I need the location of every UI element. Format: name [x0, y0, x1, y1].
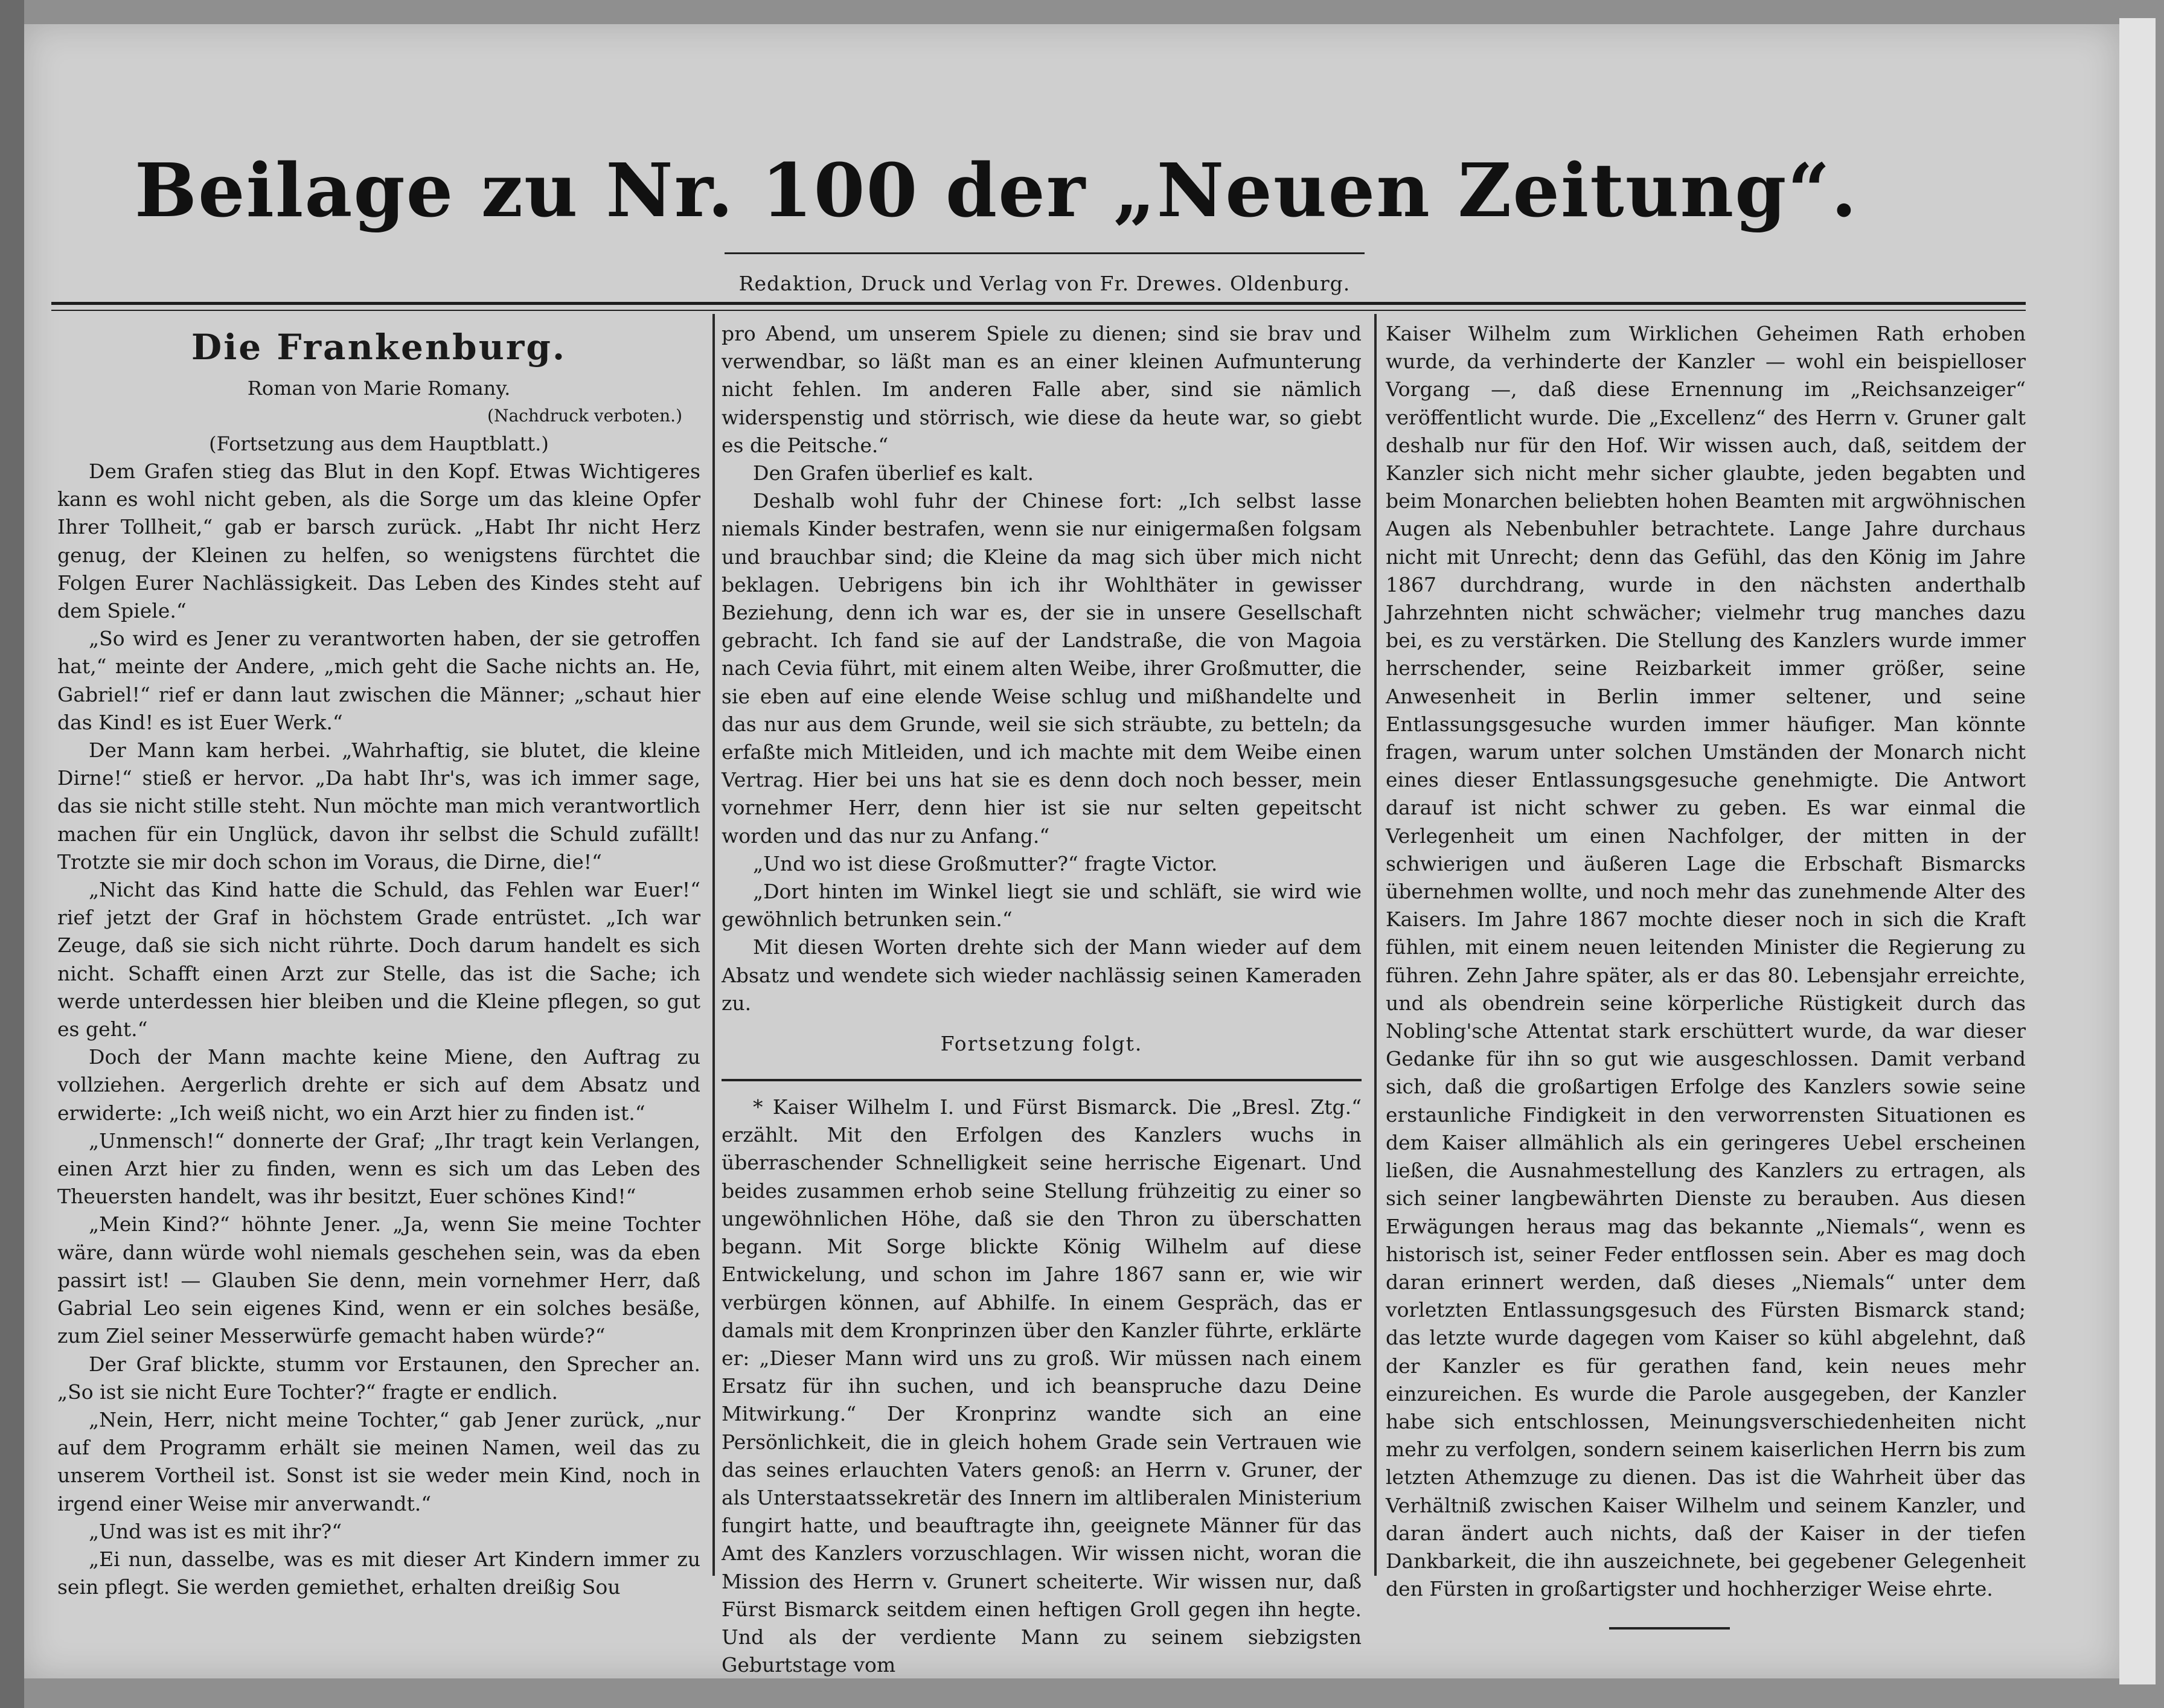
story-paragraph: Doch der Mann machte keine Miene, den Auftrag zu vollziehen. Aergerlich drehte er sich auf dem Absatz und erwiderte: „Ich weiß nicht, wo ein Arzt hier zu finden ist.“	[57, 1045, 700, 1125]
story-paragraph: „So wird es Jener zu verantworten haben, der sie getroffen hat,“ meinte der Andere, „mich geht die Sache nichts an. He, Gabriel!“ rief er dann laut zwischen die Männer; „schaut hier das Kind! es ist Euer Werk.“	[57, 627, 700, 734]
story-paragraph: „Und was ist es mit ihr?“	[89, 1519, 342, 1543]
story-paragraph: „Dort hinten im Winkel liegt sie und schläft, sie wird wie gewöhnlich betrunken sein.“	[722, 880, 1362, 932]
story-paragraph: „Und wo ist diese Großmutter?“ fragte Victor.	[753, 851, 1218, 875]
story-paragraph: Deshalb wohl fuhr der Chinese fort: „Ich selbst lasse niemals Kinder bestrafen, wenn sie nur einigermaßen folgsam und brauchbar sind; die Kleine da mag sich über mich nicht beklagen. Uebrigens bin ich ihr Wohlthäter in gewisser Beziehung, denn ich war es, der sie in unsere Gesellschaft gebracht. Ich fand sie auf der Landstraße, die von Magoia nach Cevia führt, mit einem alten Weibe, ihrer Großmutter, die sie eben auf eine elende Weise schlug und mißhandelte und das nur aus dem Grunde, weil sie sich sträubte, zu betteln; da erfaßte mich Mitleiden, und ich machte mit dem Weibe einen Vertrag. Hier bei uns hat sie es denn doch noch besser, mein vornehmer Herr, denn hier ist sie nur selten gepeitscht worden und das nur zu Anfang.“	[722, 489, 1362, 848]
column-3	[1386, 320, 2026, 1630]
story-paragraph: Den Grafen überlief es kalt.	[753, 461, 1034, 485]
to-be-continued: Fortsetzung folgt.	[940, 1032, 1143, 1056]
story-paragraph: „Mein Kind?“ höhnte Jener. „Ja, wenn Sie meine Tochter wäre, dann würde wohl niemals geschehen sein, was da eben passirt ist! — Glauben Sie denn, mein vornehmer Herr, daß Gabrial Leo sein eigenes Kind, wenn er ein solches besäße, zum Ziel seiner Messerwürfe gemacht haben würde?“	[57, 1212, 700, 1348]
masthead-title: Beilage zu Nr. 100 der „Neuen Zeitung“.	[134, 147, 1858, 234]
column-divider-1	[712, 314, 715, 1576]
section-rule	[722, 1079, 1362, 1081]
story-paragraph: Mit diesen Worten drehte sich der Mann wieder auf dem Absatz und wendete sich wieder nachlässig seinen Kameraden zu.	[722, 935, 1362, 1015]
imprint-rule	[725, 252, 1365, 254]
column-2	[722, 320, 1362, 1679]
story-paragraph: Dem Grafen stieg das Blut in den Kopf. Etwas Wichtigeres kann es wohl nicht geben, als die Sorge um das kleine Opfer Ihrer Tollheit,“ gab er barsch zurück. „Habt Ihr nicht Herz genug, der Kleinen zu helfen, so wenigstens fürchtet die Folgen Eurer Nachlässigkeit. Das Leben des Kindes steht auf dem Spiele.“	[57, 459, 700, 623]
article-paragraph: * Kaiser Wilhelm I. und Fürst Bismarck. Die „Bresl. Ztg.“ erzählt. Mit den Erfolgen des Kanzlers wuchs in überraschender Schnelligkeit seine herrische Eigenart. Und beides zusammen erhob seine Stellung frühzeitig zu einer so ungewöhnlichen Höhe, daß sie den Thron zu überschatten begann. Mit Sorge blickte König Wilhelm auf diese Entwickelung, und schon im Jahre 1867 sann er, wie wir verbürgen können, auf Abhilfe. In einem Gespräch, das er damals mit dem Kronprinzen über den Kanzler führte, erklärte er: „Dieser Mann wird uns zu groß. Wir müssen nach einem Ersatz für ihn suchen, und ich beanspruche dazu Deine Mitwirkung.“ Der Kronprinz wandte sich an eine Persönlichkeit, die in gleich hohem Grade sein Vertrauen wie das seines erlauchten Vaters genoß: an Herrn v. Gruner, der als Unterstaatssekretär des Innern im altliberalen Ministerium fungirt hatte, und beauftragte ihn, geeignete Männer für das Amt des Kanzlers vorzuschlagen. Wir wissen nicht, woran die Mission des Herrn v. Grunert scheiterte. Wir wissen nur, daß Fürst Bismarck seitdem einen heftigen Groll gegen ihn hegte. Und als der verdiente Mann zu seinem siebzigsten Geburtstage vom	[722, 1095, 1362, 1677]
article-paragraph: Kaiser Wilhelm zum Wirklichen Geheimen Rath erhoben wurde, da verhinderte der Kanzler — wohl ein beispielloser Vorgang —, daß diese Ernennung im „Reichsanzeiger“ veröffentlicht wurde. Die „Excellenz“ des Herrn v. Gruner galt deshalb nur für den Hof. Wir wissen auch, daß, seitdem der Kanzler sich nicht mehr sicher glaubte, jeden begabten und beim Monarchen beliebten hohen Beamten mit argwöhnischen Augen als Nebenbuhler betrachtete. Lange Jahre durchaus nicht mit Unrecht; denn das Gefühl, das den König im Jahre 1867 durchdrang, wurde in den nächsten anderthalb Jahrzehnten nicht schwächer; vielmehr trug manches dazu bei, es zu verstärken. Die Stellung des Kanzlers wurde immer herrschender, seine Reizbarkeit immer größer, seine Anwesenheit in Berlin immer seltener, und seine Entlassungsgesuche wurden immer häufiger. Man könnte fragen, warum unter solchen Umständen der Monarch nicht eines dieser Entlassungsgesuche genehmigte. Die Antwort darauf ist nicht schwer zu geben. Es war einmal die Verlegenheit um einen Nachfolger, der mitten in der schwierigen und äußeren Lage die Erbschaft Bismarcks übernehmen wollte, und noch mehr das zunehmende Alter des Kaisers. Im Jahre 1867 mochte dieser noch in sich die Kraft fühlen, mit einem neuen leitenden Minister die Regierung zu führen. Zehn Jahre später, als er das 80. Lebensjahr erreichte, und als obendrein seine körperliche Rüstigkeit durch das Nobling'sche Attentat stark erschüttert wurde, da war dieser Gedanke für ihn so gut wie ausgeschlossen. Damit verband sich, daß die großartigen Erfolge des Kanzlers sowie seine erstaunliche Findigkeit in den verworrensten Situationen es dem Kaiser allmählich als ein geringeres Uebel erscheinen ließen, die Ausnahmestellung des Kanzlers zu ertragen, als sich seiner langbewährten Dienste zu berauben. Aus diesen Erwägungen heraus mag das bekannte „Niemals“, wenn es historisch ist, seiner Feder entflossen sein. Aber es mag doch daran erinnert werden, daß dieses „Niemals“ unter dem vorletzten Entlassungsgesuch des Fürsten Bismarck stand; das letzte wurde dagegen vom Kaiser so kühl abgelehnt, daß der Kanzler es für gerathen fand, kein neues mehr einzureichen. Es wurde die Parole ausgegeben, der Kanzler habe sich entschlossen, Meinungsverschiedenheiten nicht mehr zu verfolgen, sondern seinem kaiserlichen Herrn bis zum letzten Athemzuge zu dienen. Das ist die Wahrheit über das Verhältniß zwischen Kaiser Wilhelm und seinem Kanzler, und daran ändert auch nichts, daß der Kaiser in der tiefen Dankbarkeit, die ihn auszeichnete, bei gegebener Gelegenheit den Fürsten in großartigster und hochherziger Weise ehrte.	[1386, 322, 2026, 1601]
column-divider-2	[1374, 314, 1377, 1576]
story-subtitle: Roman von Marie Romany.	[247, 377, 511, 400]
scan-right-edge	[2119, 18, 2156, 1684]
column-1	[57, 320, 700, 1601]
story-title: Die Frankenburg.	[191, 327, 567, 368]
story-paragraph: Der Graf blickte, stumm vor Erstaunen, den Sprecher an. „So ist sie nicht Eure Tochter?“ fragte er endlich.	[57, 1352, 700, 1404]
end-rule	[1609, 1627, 1730, 1630]
scan-left-edge	[0, 0, 24, 1708]
story-paragraph: pro Abend, um unserem Spiele zu dienen; sind sie brav und verwendbar, so läßt man es an einer kleinen Aufmunterung nicht fehlen. Im anderen Falle aber, sind sie nämlich widerspenstig und störrisch, wie diese da heute war, so giebt es die Peitsche.“	[722, 322, 1362, 457]
story-paragraph: „Ei nun, dasselbe, was es mit dieser Art Kindern immer zu sein pflegt. Sie werden gemiethet, erhalten dreißig Sou	[57, 1547, 700, 1599]
header-rule-thin	[51, 310, 2026, 311]
imprint-line: Redaktion, Druck und Verlag von Fr. Drewes. Oldenburg.	[738, 272, 1351, 295]
story-paragraph: „Unmensch!“ donnerte der Graf; „Ihr tragt kein Verlangen, einen Arzt hier zu finden, wenn es sich um das Leben des Theuersten handelt, was ihr besitzt, Euer schönes Kind!“	[57, 1128, 700, 1209]
story-paragraph: „Nein, Herr, nicht meine Tochter,“ gab Jener zurück, „nur auf dem Programm erhält sie meinen Namen, weil das zu unserem Vortheil ist. Sonst ist sie weder mein Kind, noch in irgend einer Weise mir anverwandt.“	[57, 1407, 700, 1515]
story-paragraph: Der Mann kam herbei. „Wahrhaftig, sie blutet, die kleine Dirne!“ stieß er hervor. „Da habt Ihr's, was ich immer sage, das sie nicht stille steht. Nun möchte man mich verantwortlich machen für ein Unglück, davon ihr selbst die Schuld zufällt! Trotzte sie mir doch schon im Voraus, die Dirne, die!“	[57, 738, 700, 874]
story-paragraph: „Nicht das Kind hatte die Schuld, das Fehlen war Euer!“ rief jetzt der Graf in höchstem Grade entrüstet. „Ich war Zeuge, daß sie sich nicht rührte. Doch darum handelt es sich nicht. Schafft einen Arzt zur Stelle, das ist die Sache; ich werde unterdessen hier bleiben und die Kleine pflegen, so gut es geht.“	[57, 878, 700, 1041]
reprint-notice: (Nachdruck verboten.)	[487, 406, 682, 426]
continuation-note: (Fortsetzung aus dem Hauptblatt.)	[209, 432, 549, 455]
header-rule-thick	[51, 302, 2026, 305]
